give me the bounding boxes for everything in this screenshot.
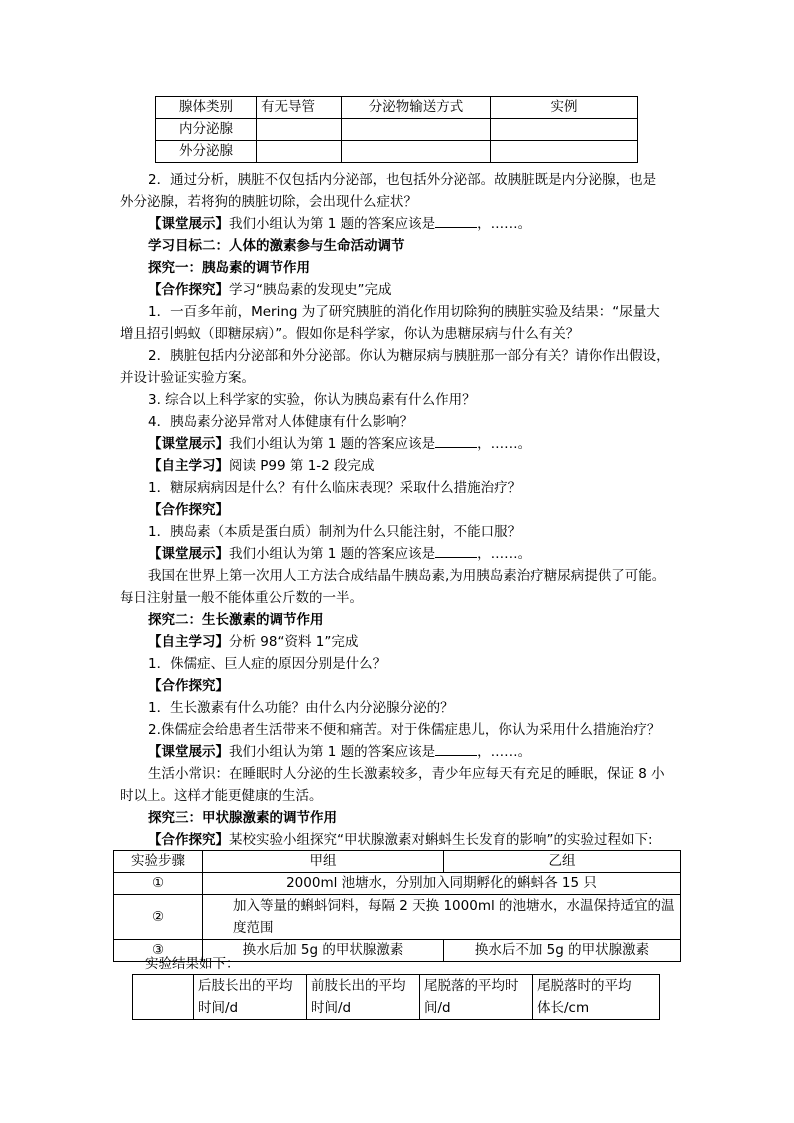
question: 增且招引蚂蚁（即糖尿病）”。假如你是科学家，你认为患糖尿病与什么有关？: [120, 326, 580, 342]
table-cell: 内分泌腺: [156, 119, 257, 141]
table-header: 有无导管: [257, 97, 342, 119]
text: 尾脱落的平均时: [424, 978, 519, 994]
section-heading: 探究一：胰岛素的调节作用: [148, 260, 310, 276]
gland-table: [155, 96, 638, 163]
table-header: [420, 975, 533, 1020]
question: 3. 综合以上科学家的实验，你认为胰岛素有什么作用？: [148, 392, 476, 408]
label: 【合作探究】: [148, 832, 229, 848]
table-header: 乙组: [444, 851, 681, 873]
question: 4．胰岛素分泌异常对人体健康有什么影响？: [148, 414, 414, 430]
table-cell: [133, 975, 194, 1020]
table-cell: [257, 141, 342, 163]
class-show: [148, 543, 713, 565]
class-show: [148, 433, 713, 455]
text: 我们小组认为第 1 题的答案应该是: [229, 216, 436, 232]
class-show: [148, 213, 713, 235]
table-cell: [342, 119, 491, 141]
coop-line: [148, 829, 688, 851]
text: 加入等量的蝌蚪饲料，每隔 2 天换 1000ml 的池塘水，水温保持适宜的温: [233, 898, 675, 914]
text: 我们小组认为第 1 题的答案应该是: [229, 436, 436, 452]
table-header: [533, 975, 660, 1020]
coop-heading: 【合作探究】: [148, 502, 229, 518]
text: 时间/d: [198, 1000, 239, 1016]
table-row: [156, 119, 638, 141]
table-cell: [491, 141, 638, 163]
coop-heading: 【合作探究】: [148, 678, 229, 694]
label: 【自主学习】: [148, 634, 229, 650]
text: 度范围: [233, 920, 274, 936]
question: 1．胰岛素（本质是蛋白质）制剂为什么只能注射，不能口服？: [148, 524, 522, 540]
text: 前肢长出的平均: [311, 978, 406, 994]
table-cell: 2000ml 池塘水，分别加入同期孵化的蝌蚪各 15 只: [203, 873, 681, 895]
step-num: ②: [114, 895, 203, 940]
table-row: [114, 895, 681, 940]
text: 我们小组认为第 1 题的答案应该是: [229, 744, 436, 760]
coop-line: [148, 279, 713, 301]
text: 我们小组认为第 1 题的答案应该是: [229, 546, 436, 562]
tip: 生活小常识：在睡眠时人分泌的生长激素较多，青少年应每天有充足的睡眠，保证 8 小: [148, 766, 665, 782]
answer-blank: [435, 743, 477, 756]
step-num: ③: [114, 940, 203, 962]
class-show: [148, 741, 713, 763]
label: 【课堂展示】: [148, 546, 229, 562]
paragraph: 每日注射量一般不能体重公斤数的一半。: [120, 590, 363, 606]
text: 某校实验小组探究“甲状腺激素对蝌蚪生长发育的影响”的实验过程如下:: [229, 832, 653, 848]
text: 时间/d: [311, 1000, 352, 1016]
question: 1．糖尿病病因是什么？有什么临床表现？采取什么措施治疗？: [148, 480, 522, 496]
table-header: 腺体类别: [156, 97, 257, 119]
table-header: 甲组: [203, 851, 444, 873]
self-study-line: [148, 455, 713, 477]
label: 【课堂展示】: [148, 744, 229, 760]
question: 1．生长激素有什么功能？由什么内分泌腺分泌的？: [148, 700, 454, 716]
section-heading: 探究二：生长激素的调节作用: [148, 612, 324, 628]
text: 尾脱落时的平均: [537, 978, 632, 994]
section-heading: 探究三：甲状腺激素的调节作用: [148, 810, 337, 826]
table-cell: [203, 895, 681, 940]
table-row: [156, 141, 638, 163]
table-header: 分泌物输送方式: [342, 97, 491, 119]
self-study-line: [148, 631, 713, 653]
section-heading: 学习目标二：人体的激素参与生命活动调节: [148, 238, 405, 254]
text: 后肢长出的平均: [198, 978, 293, 994]
text: 间/d: [424, 1000, 451, 1016]
result-label: 实验结果如下：: [145, 956, 240, 972]
text: ，……。: [477, 436, 532, 452]
text: ，……。: [477, 744, 532, 760]
step-num: ①: [114, 873, 203, 895]
result-table: [132, 974, 660, 1020]
label: 【合作探究】: [148, 282, 229, 298]
text: 阅读 P99 第 1-2 段完成: [229, 458, 375, 474]
paragraph: 外分泌腺，若将狗的胰脏切除，会出现什么症状？: [120, 194, 417, 210]
paragraph: 2．通过分析，胰脏不仅包括内分泌部，也包括外分泌部。故胰脏既是内分泌腺，也是: [148, 172, 657, 188]
question: 1．侏儒症、巨人症的原因分别是什么？: [148, 656, 387, 672]
answer-blank: [435, 215, 477, 228]
text: 学习“胰岛素的发现史”完成: [229, 282, 392, 298]
paragraph: 我国在世界上第一次用人工方法合成结晶牛胰岛素,为用胰岛素治疗糖尿病提供了可能。: [148, 568, 666, 584]
answer-blank: [435, 435, 477, 448]
table-header: [194, 975, 307, 1020]
text: ，……。: [477, 216, 532, 232]
label: 【课堂展示】: [148, 216, 229, 232]
text: 体长/cm: [537, 1000, 590, 1016]
table-cell: 换水后加 5g 的甲状腺激素: [203, 940, 444, 962]
tip: 时以上。这样才能更健康的生活。: [120, 788, 323, 804]
question: 并设计验证实验方案。: [120, 370, 255, 386]
question: 2．胰脏包括内分泌部和外分泌部。你认为糖尿病与胰脏那一部分有关？请你作出假设，: [148, 348, 670, 364]
text: 分析 98“资料 1”完成: [229, 634, 359, 650]
text: ，……。: [477, 546, 532, 562]
label: 【课堂展示】: [148, 436, 229, 452]
table-cell: 换水后不加 5g 的甲状腺激素: [444, 940, 681, 962]
experiment-table: [113, 850, 681, 962]
table-cell: [342, 141, 491, 163]
table-cell: [257, 119, 342, 141]
table-header: 实例: [491, 97, 638, 119]
answer-blank: [435, 545, 477, 558]
table-row: [114, 873, 681, 895]
table-cell: [491, 119, 638, 141]
question: 2.侏儒症会给患者生活带来不便和痛苦。对于侏儒症患儿，你认为采用什么措施治疗？: [148, 722, 661, 738]
table-header: 实验步骤: [114, 851, 203, 873]
question: 1．一百多年前，Mering 为了研究胰脏的消化作用切除狗的胰脏实验及结果：“尿量大: [148, 304, 660, 320]
table-header: [307, 975, 420, 1020]
label: 【自主学习】: [148, 458, 229, 474]
table-cell: 外分泌腺: [156, 141, 257, 163]
